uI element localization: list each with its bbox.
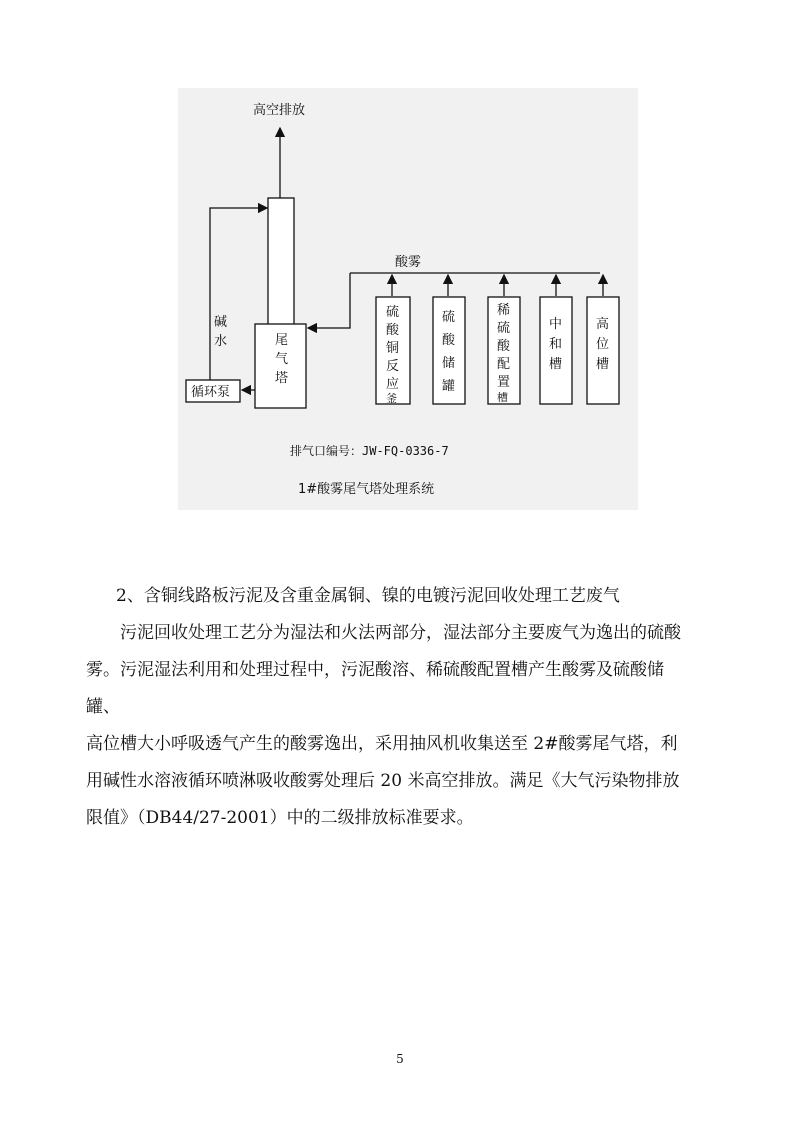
svg-text:槽: 槽	[549, 357, 563, 372]
section-heading: 2、含铜线路板污泥及含重金属铜、镍的电镀污泥回收处理工艺废气	[116, 586, 620, 606]
paragraph-line-2: 雾。污泥湿法利用和处理过程中，污泥酸溶、稀硫酸配置槽产生酸雾及硫酸储罐、	[86, 660, 664, 717]
svg-text:槽: 槽	[497, 391, 508, 404]
svg-text:铜: 铜	[386, 341, 400, 356]
pump-label: 循环泵	[191, 385, 231, 400]
alkali-label-1: 碱	[214, 315, 228, 330]
svg-text:稀: 稀	[497, 303, 511, 318]
svg-text:配: 配	[497, 357, 511, 372]
tower-stack	[268, 198, 294, 326]
mist-label: 酸雾	[395, 255, 422, 270]
diagram-canvas	[178, 88, 638, 510]
process-diagram	[178, 88, 638, 510]
tank-copper-sulfate-reactor	[376, 297, 410, 405]
svg-text:反: 反	[386, 359, 400, 374]
svg-text:和: 和	[549, 337, 563, 352]
tower-label-2: 气	[275, 352, 289, 367]
svg-text:釜: 釜	[386, 392, 397, 405]
tank-neutralization	[540, 297, 572, 404]
tower-label-3: 塔	[275, 371, 289, 386]
outlet-label: 排气口编号：JW-FQ-0336-7	[290, 444, 449, 458]
svg-text:硫: 硫	[386, 305, 400, 320]
svg-text:应: 应	[386, 377, 400, 392]
alkali-label-2: 水	[214, 334, 228, 349]
svg-text:硫: 硫	[442, 310, 456, 325]
svg-text:酸: 酸	[497, 339, 511, 354]
svg-text:置: 置	[497, 375, 511, 390]
paragraph-line-4: 用碱性水溶液循环喷淋吸收酸雾处理后 20 米高空排放。满足《大气污染物排放	[86, 771, 680, 791]
paragraph-line-3: 高位槽大小呼吸透气产生的酸雾逸出，采用抽风机收集送至 2#酸雾尾气塔，利	[86, 734, 678, 754]
tank-dilute-acid-prep	[488, 297, 520, 404]
tower-label-1: 尾	[275, 333, 289, 348]
svg-text:酸: 酸	[442, 333, 456, 348]
tank-sulfuric-acid-storage	[433, 297, 465, 404]
svg-text:酸: 酸	[386, 323, 400, 338]
svg-text:储: 储	[442, 356, 456, 371]
svg-text:罐: 罐	[442, 379, 456, 394]
body-text	[86, 578, 696, 837]
paragraph-line-5: 限值》（DB44/27-2001）中的二级排放标准要求。	[86, 808, 474, 828]
diagram-caption: 1#酸雾尾气塔处理系统	[298, 482, 435, 497]
mist-to-tower-arrow	[308, 273, 350, 328]
svg-text:槽: 槽	[596, 357, 610, 372]
svg-text:中: 中	[549, 317, 563, 332]
tank-high-level	[587, 297, 619, 404]
svg-text:硫: 硫	[497, 321, 511, 336]
paragraph-line-1: 污泥回收处理工艺分为湿法和火法两部分，湿法部分主要废气为逸出的硫酸	[120, 623, 681, 643]
exhaust-label: 高空排放	[253, 103, 306, 118]
svg-text:高: 高	[596, 317, 610, 332]
page-number: 5	[396, 1052, 404, 1066]
svg-text:位: 位	[596, 337, 610, 352]
